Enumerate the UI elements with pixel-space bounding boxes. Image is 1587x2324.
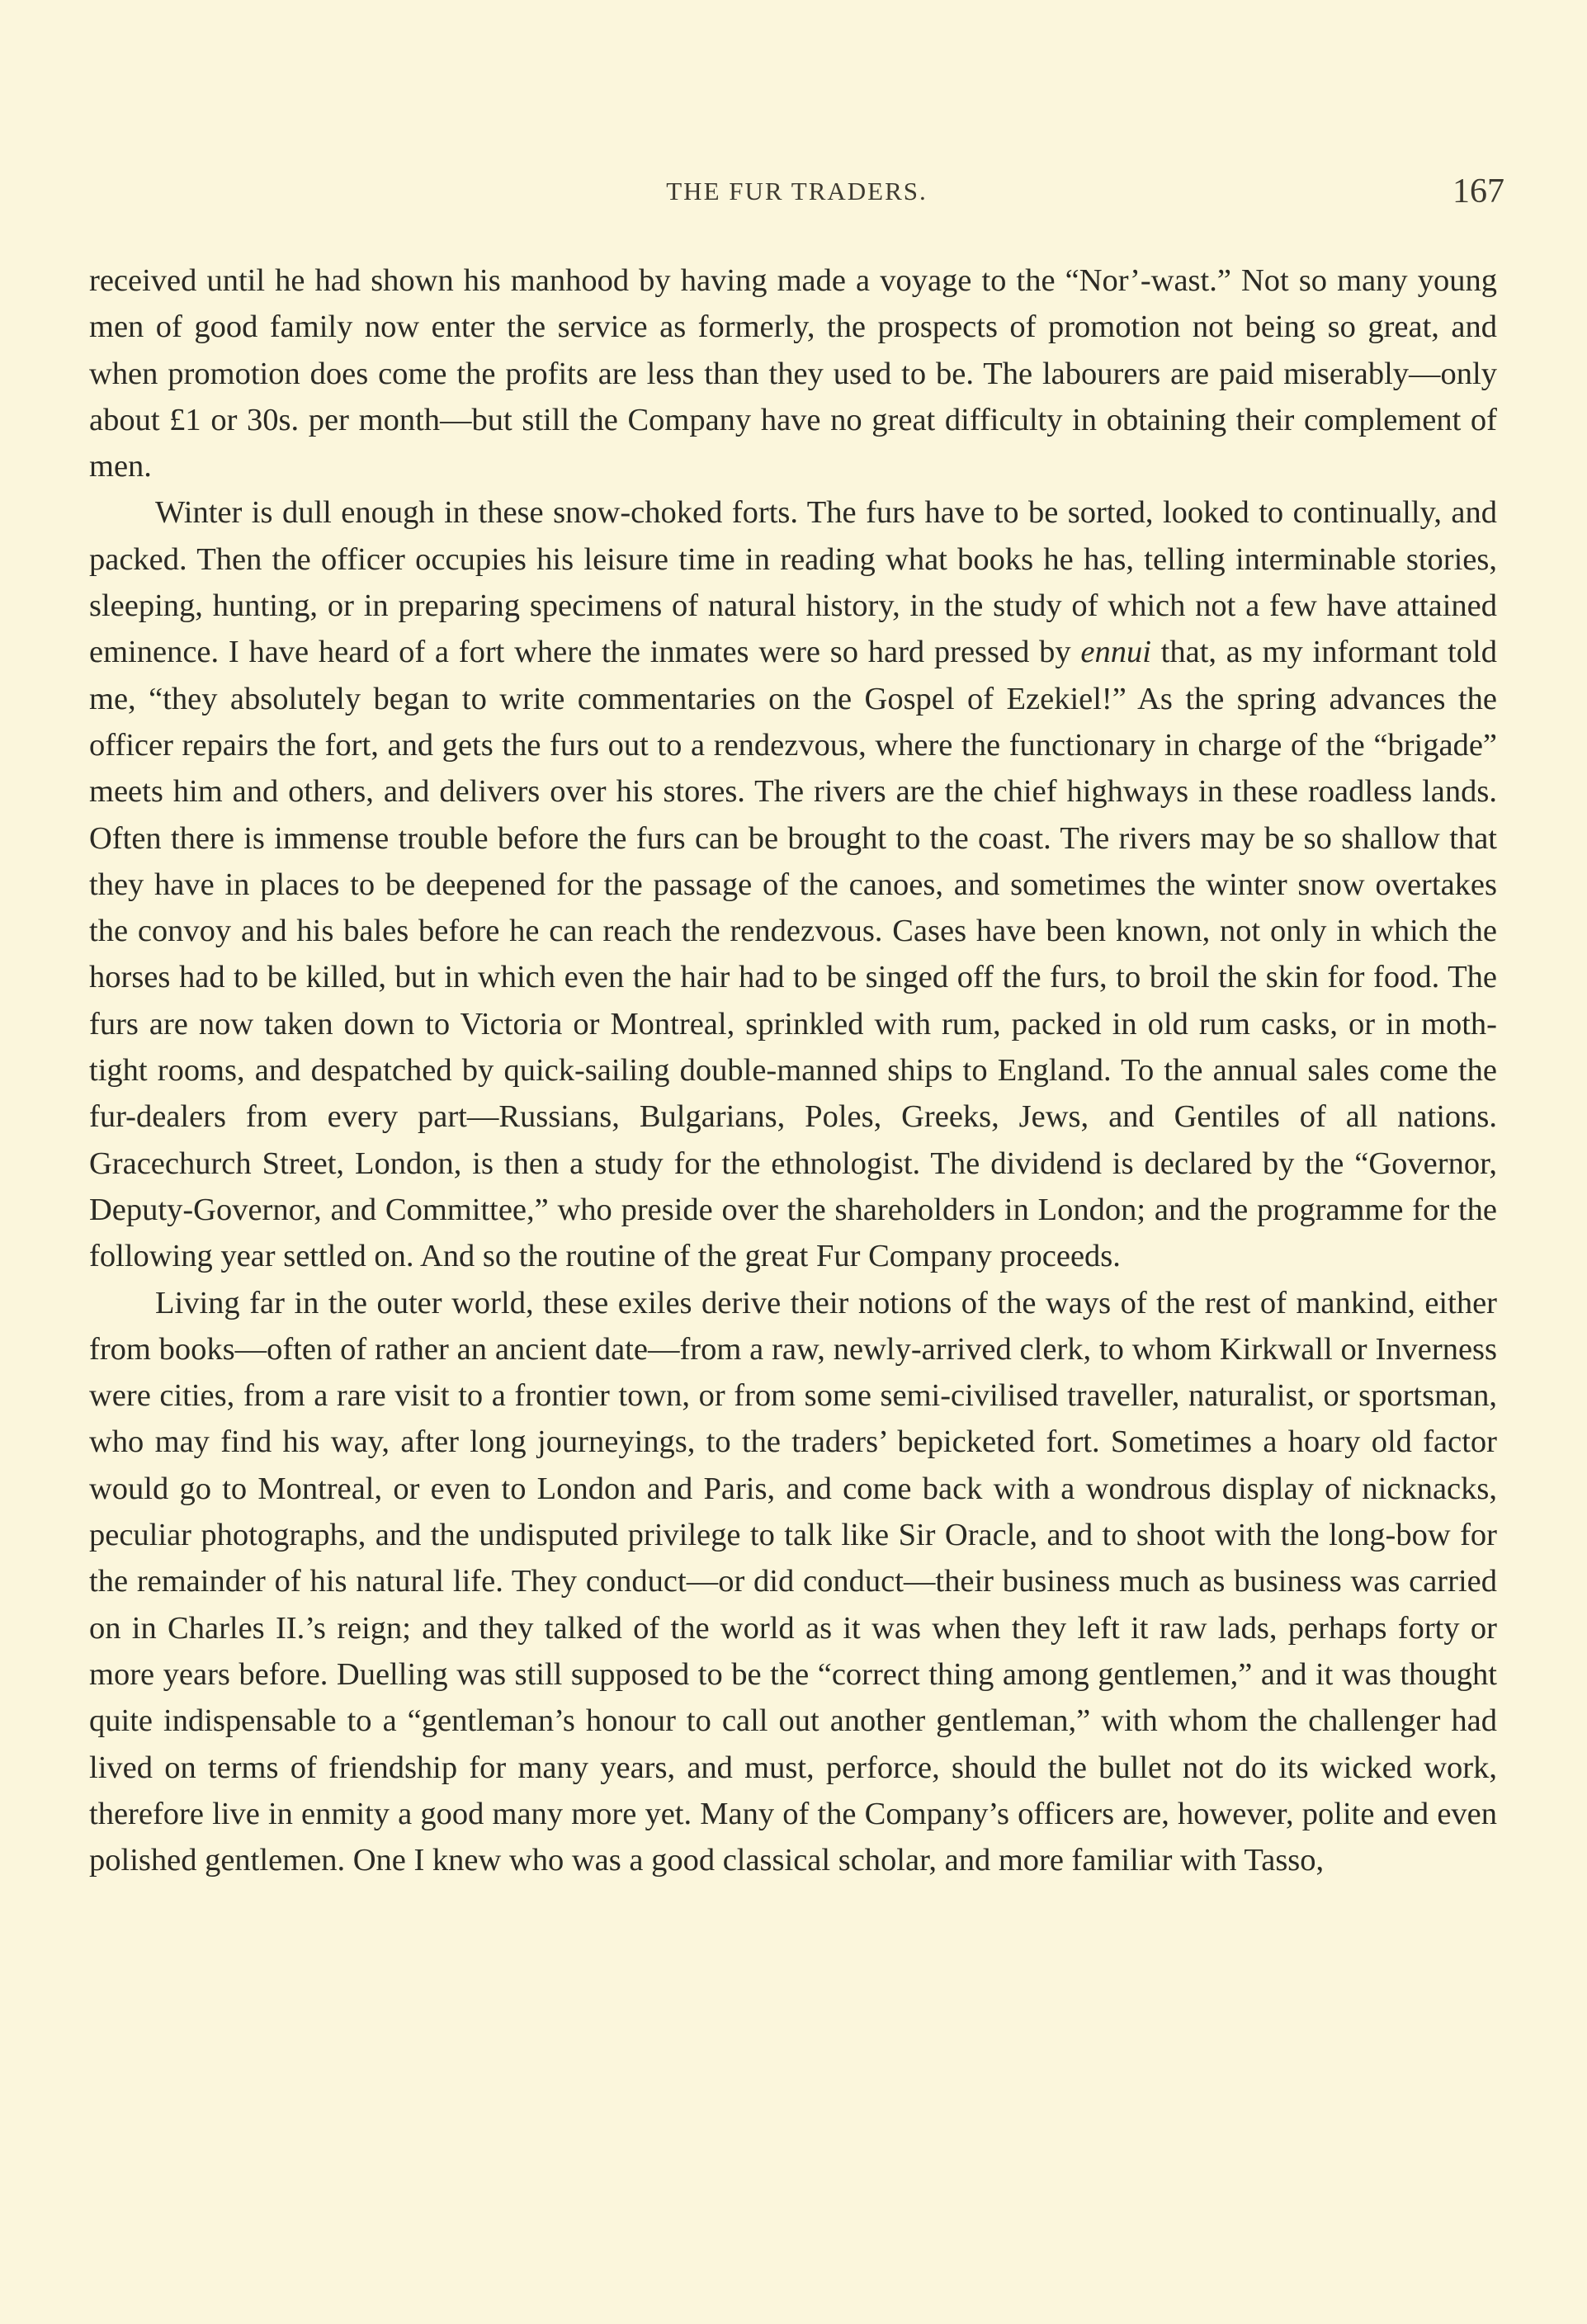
paragraph-2-part-1: Winter is dull enough in these snow-choked forts. The furs have to be sorted, looked to continually, and packed. Then the officer occupies his leisure time in reading what books he has, telling interminable stories, sleeping, hunting, or in preparing specimens of natural history, in the study of which not a few have attained eminence. I have heard of a fort where the inmates were so hard pressed by: [89, 495, 1497, 670]
paragraph-3: Living far in the outer world, these exiles derive their notions of the ways of the rest of mankind, either from books—often of rather an ancient date—from a raw, newly-arrived clerk, to whom Kirkwall or Inverness were cities, from a rare visit to a frontier town, or from some semi-civilised traveller, naturalist, or sportsman, who may find his way, after long journeyings, to the traders’ bepicketed fort. Sometimes a hoary old factor would go to Montreal, or even to London and Paris, and come back with a wondrous display of nicknacks, peculiar photographs, and the undisputed privilege to talk like Sir Oracle, and to shoot with the long-bow for the remainder of his natural life. They conduct—or did conduct—their business much as business was carried on in Charles II.’s reign; and they talked of the world as it was when they left it raw lads, perhaps forty or more years before. Duelling was still supposed to be the “correct thing among gentlemen,” and it was thought quite indispensable to a “gentleman’s honour to call out another gentleman,” with whom the challenger had lived on terms of friendship for many years, and must, perforce, should the bullet not do its wicked work, therefore live in enmity a good many more yet. Many of the Company’s officers are, however, polite and even polished gentlemen. One I knew who was a good classical scholar, and more familiar with Tasso,: [89, 1285, 1497, 1878]
paragraph-2: [89, 489, 1497, 1279]
page-header: [89, 172, 1504, 213]
italic-word: ennui: [1080, 635, 1151, 670]
paragraph-1: received until he had shown his manhood by having made a voyage to the “Nor’-wast.” Not so many young men of good family now enter the service as formerly, the prospects of promotion not being so great, and when promotion does come the profits are less than they used to be. The labourers are paid miserably—only about £1 or 30s. per month—but still the Company have no great difficulty in obtaining their complement of men.: [89, 263, 1497, 484]
paragraph-2-part-2: that, as my informant told me, “they absolutely began to write commentaries on the Gospel of Ezekiel!” As the spring advances the officer repairs the fort, and gets the furs out to a rendezvous, where the functionary in charge of the “brigade” meets him and others, and delivers over his stores. The rivers are the chief highways in these roadless lands. Often there is immense trouble before the furs can be brought to the coast. The rivers may be so shallow that they have in places to be deepened for the passage of the canoes, and sometimes the winter snow overtakes the convoy and his bales before he can reach the rendezvous. Cases have been known, not only in which the horses had to be killed, but in which even the hair had to be singed off the furs, to broil the skin for food. The furs are now taken down to Victoria or Montreal, sprinkled with rum, packed in old rum casks, or in moth-tight rooms, and despatched by quick-sailing double-manned ships to England. To the annual sales come the fur-dealers from every part—Russians, Bulgarians, Poles, Greeks, Jews, and Gentiles of all nations. Gracechurch Street, London, is then a study for the ethnologist. The dividend is declared by the “Governor, Deputy-Governor, and Committee,” who preside over the shareholders in London; and the programme for the following year settled on. And so the routine of the great Fur Company proceeds.: [89, 635, 1497, 1274]
running-head: THE FUR TRADERS.: [666, 177, 928, 205]
page-number: 167: [1452, 172, 1504, 210]
body-text: [89, 257, 1497, 1883]
